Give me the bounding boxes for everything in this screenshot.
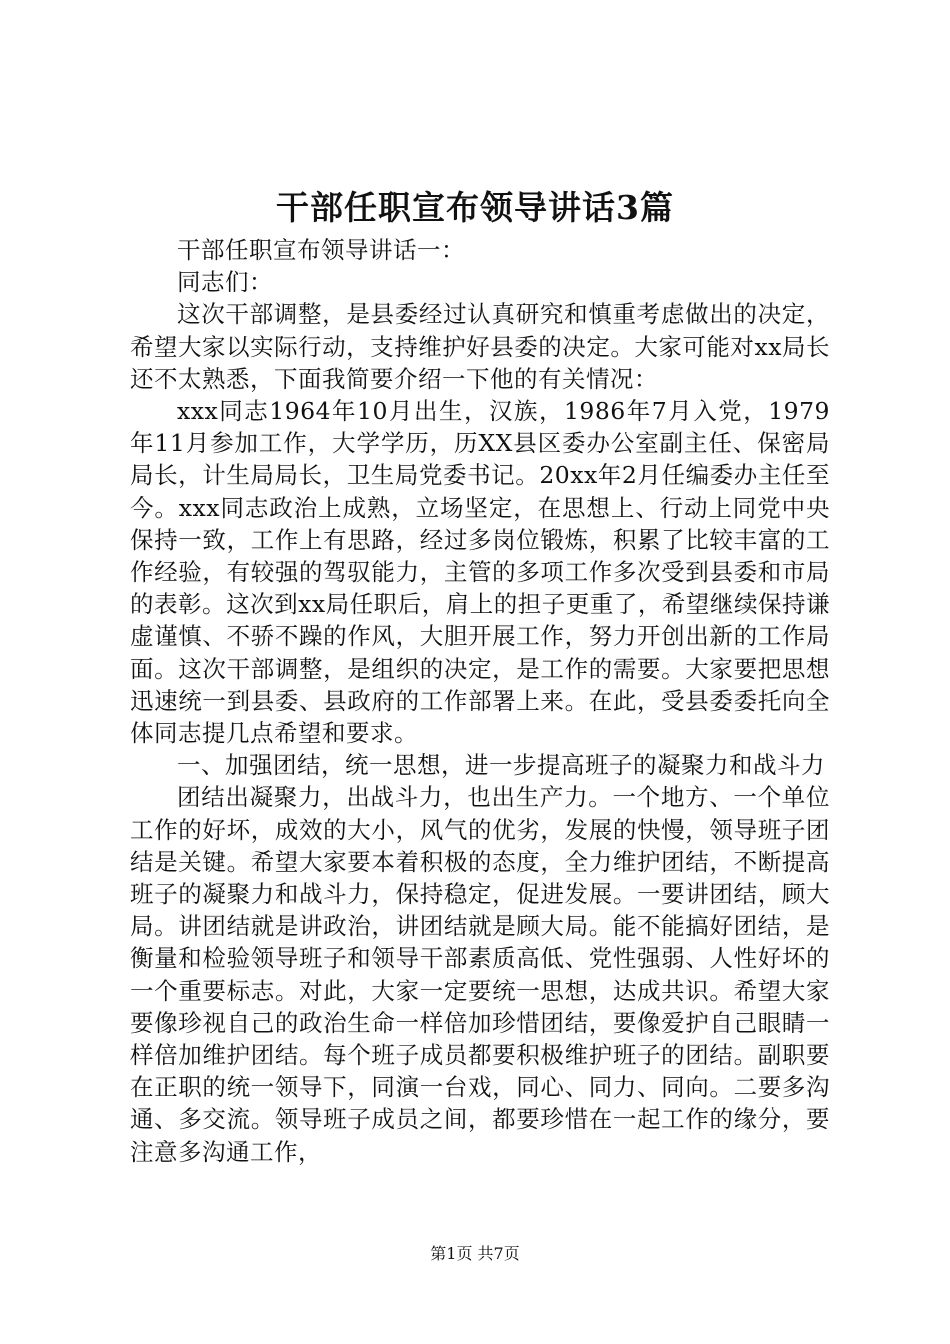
subheading: 一、加强团结，统一思想，进一步提高班子的凝聚力和战斗力: [177, 751, 825, 780]
document-title: 干部任职宣布领导讲话3篇: [276, 188, 674, 227]
body-paragraph: 这次干部调整，是县委经过认真研究和慎重考虑做出的决定，希望大家以实际行动，支持维护好县委的决定。大家可能对xx局长还不太熟悉，下面我简要介绍一下他的有关情况：: [130, 300, 830, 393]
document-body: [130, 234, 830, 1168]
body-paragraph: xxx同志1964年10月出生，汉族，1986年7月入党，1979年11月参加工作，大学学历，历XX县区委办公室副主任、保密局局长，计生局局长，卫生局党委书记。20xx年2月任编委办主任至今。xxx同志政治上成熟，立场坚定，在思想上、行动上同党中央保持一致，工作上有思路，经过多岗位锻炼，积累了比较丰富的工作经验，有较强的驾驭能力，主管的多项工作多次受到县委和市局的表彰。这次到xx局任职后，肩上的担子更重了，希望继续保持谦虚谨慎、不骄不躁的作风，大胆开展工作，努力开创出新的工作局面。这次干部调整，是组织的决定，是工作的需要。大家要把思想迅速统一到县委、县政府的工作部署上来。在此，受县委委托向全体同志提几点希望和要求。: [130, 397, 830, 748]
page-footer: 第1页 共7页: [430, 1244, 520, 1263]
salutation: 同志们：: [177, 268, 273, 297]
section-heading: 干部任职宣布领导讲话一：: [177, 236, 465, 264]
body-paragraph: 团结出凝聚力，出战斗力，也出生产力。一个地方、一个单位工作的好坏，成效的大小，风气的优劣，发展的快慢，领导班子团结是关键。希望大家要本着积极的态度，全力维护团结，不断提高班子的凝聚力和战斗力，保持稳定，促进发展。一要讲团结，顾大局。讲团结就是讲政治，讲团结就是顾大局。能不能搞好团结，是衡量和检验领导班子和领导干部素质高低、党性强弱、人性好坏的一个重要标志。对此，大家一定要统一思想，达成共识。希望大家要像珍视自己的政治生命一样倍加珍惜团结，要像爱护自己眼睛一样倍加维护团结。每个班子成员都要积极维护班子的团结。副职要在正职的统一领导下，同演一台戏，同心、同力、同向。二要多沟通、多交流。领导班子成员之间，都要珍惜在一起工作的缘分，要注意多沟通工作，: [130, 783, 830, 1166]
